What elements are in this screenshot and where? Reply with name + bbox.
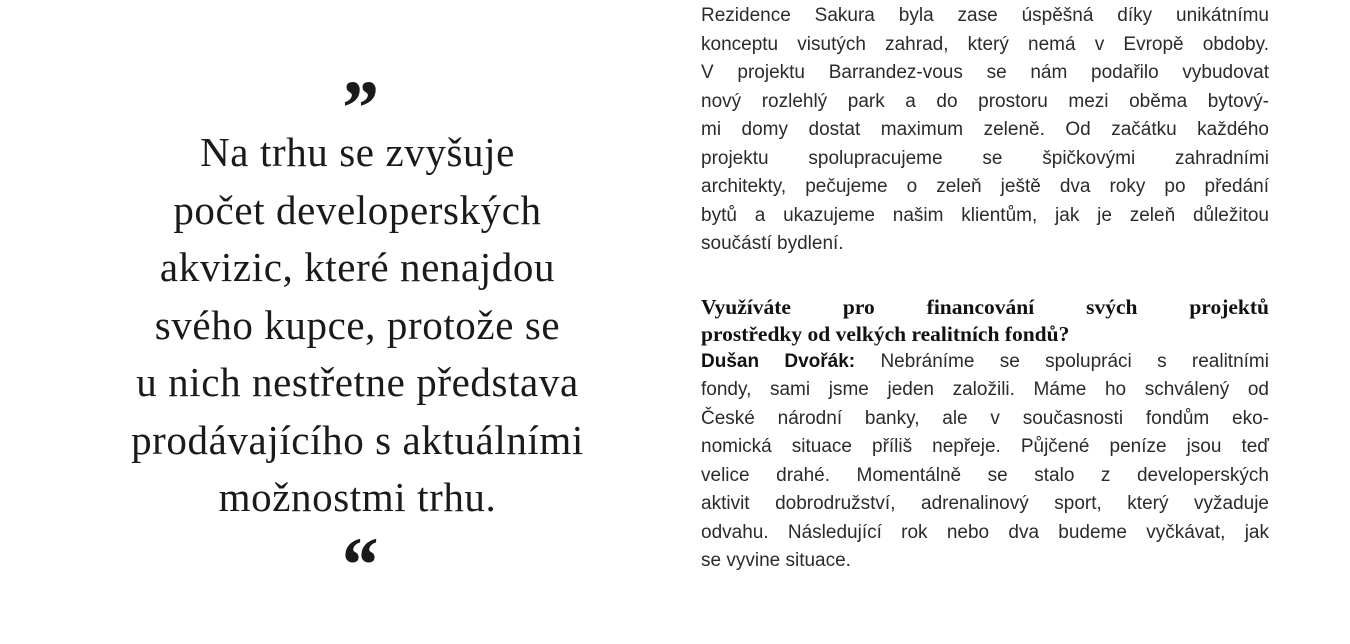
paragraph-line: nomická situace příliš nepřeje. Půjčené peníze jsou teď [701, 436, 1269, 457]
paragraph-line: konceptu visutých zahrad, který nemá v Evropě obdoby. [701, 33, 1269, 55]
pull-quote-line: možnostmi trhu. [218, 474, 497, 520]
pull-quote-text [60, 124, 655, 527]
interview-question [701, 294, 1269, 348]
answer-first-line [701, 348, 1269, 377]
paragraph-line: se vyvine situace. [701, 550, 851, 571]
paragraph-line: České národní banky, ale v současnosti fondům eko- [701, 407, 1269, 429]
question-line: prostředky od velkých realitních fondů? [701, 321, 1070, 346]
paragraph-line: odvahu. Následující rok nebo dva budeme vyčkávat, jak [701, 521, 1269, 543]
paragraph-line: součástí bydlení. [701, 233, 844, 254]
paragraph-line: fondy, sami jsme jeden založili. Máme ho schválený od [701, 379, 1269, 400]
pull-quote-line: Na trhu se zvyšuje [200, 129, 515, 175]
paragraph-line: mi domy dostat maximum zeleně. Od začátku každého [701, 119, 1269, 140]
answer-paragraph [701, 348, 1269, 576]
closing-quote-mark: “ [338, 520, 377, 608]
pull-quote-line: akvizic, které nenajdou [159, 244, 556, 290]
paragraph-line: Rezidence Sakura byla zase úspěšná díky unikátnímu [701, 5, 1269, 26]
paragraph-line: aktivit dobrodružství, adrenalinový sport, který vyžaduje [701, 493, 1269, 514]
pull-quote-line: svého kupce, protože se [154, 301, 561, 348]
opening-quote-mark: ” [338, 64, 377, 151]
paragraph-line: velice drahé. Momentálně se stalo z developerských [701, 464, 1269, 486]
paragraph-line: projektu spolupracujeme se špičkovými zahradními [701, 147, 1269, 169]
paragraph-line: architekty, pečujeme o zeleň ještě dva roky po předání [701, 176, 1269, 197]
article-column [701, 2, 1269, 576]
paragraph-line: nový rozlehlý park a do prostoru mezi oběma bytový- [701, 90, 1269, 112]
pull-quote-line: u nich nestřetne představa [136, 359, 579, 405]
intro-paragraph [701, 2, 1269, 259]
paragraph-line: V projektu Barrandez-vous se nám podařilo vybudovat [701, 62, 1269, 83]
pull-quote-line: prodávajícího s aktuálními [131, 416, 584, 463]
pull-quote-line: počet developerských [173, 186, 542, 233]
paragraph-line: bytů a ukazujeme našim klientům, jak je zeleň důležitou [701, 204, 1269, 226]
answer-first-line-text: Nebráníme se spolupráci s realitními [855, 350, 1269, 372]
speaker-name: Dušan Dvořák: [701, 350, 856, 372]
pull-quote [60, 64, 655, 608]
question-line: Využíváte pro financování svých projektů [701, 294, 1269, 319]
